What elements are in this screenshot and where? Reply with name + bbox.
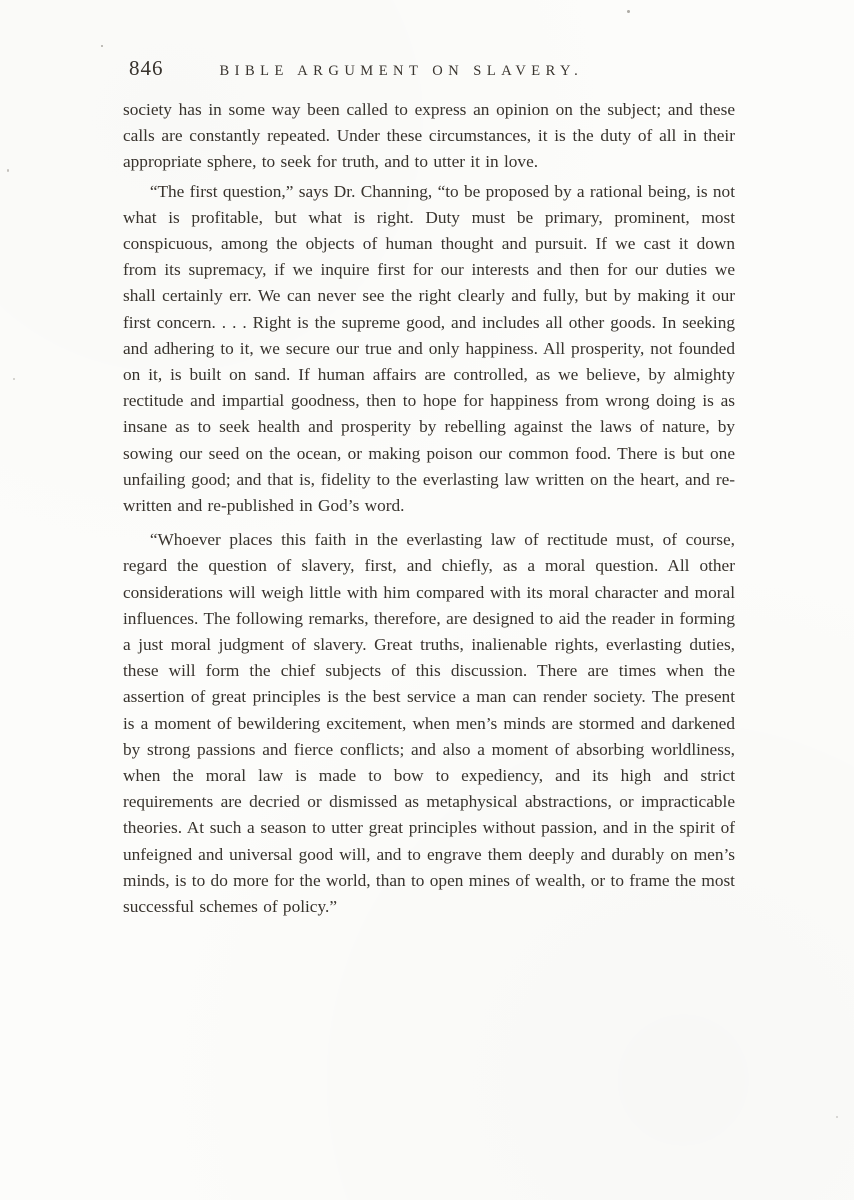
scan-speck <box>13 378 15 380</box>
scan-speck <box>7 169 9 172</box>
running-header: BIBLE ARGUMENT ON SLAVERY. <box>219 63 584 79</box>
paragraph-channing-quote-2: “Whoever places this faith in the everlasting law of rectitude must, of course, regard the question of slavery, first, and chiefly, as a moral question. All other considerations will weigh little with him compared with its moral character and moral influences. The following remarks, therefore, are designed to aid the reader in forming a just moral judgment of slavery. Great truths, inalienable rights, everlasting duties, these will form the chief subjects of this discussion. There are times when the assertion of great principles is the best service a man can render society. The present is a moment of bewildering excitement, when men’s minds are stormed and darkened by strong passions and fierce conflicts; and also a moment of absorbing worldliness, when the moral law is made to bow to expediency, and its high and strict requirements are decried or dismissed as metaphysical abstractions, or impracticable theories. At such a season to utter great principles without passion, and in the spirit of unfeigned and universal good will, and to engrave them deeply and durably on men’s minds, is to do more for the world, than to open mines of wealth, or to frame the most successful schemes of policy.” <box>123 530 735 917</box>
paragraph-continuation: society has in some way been called to express an opinion on the subject; and these calls are constantly repeated. Under these circumstances, it is the duty of all in their appropriate sphere, to seek for truth, and to utter it in love. <box>123 100 735 172</box>
scan-speck <box>836 1116 838 1118</box>
page-body <box>123 97 735 920</box>
page-number: 846 <box>129 56 164 80</box>
page-header <box>129 56 732 81</box>
scan-speck <box>627 10 630 13</box>
scan-speck <box>101 45 103 47</box>
paragraph-channing-quote-1: “The first question,” says Dr. Channing, “to be proposed by a rational being, is not what is profitable, but what is right. Duty must be primary, prominent, most conspicuous, among the objects of human thought and pursuit. If we cast it down from its supremacy, if we inquire first for our interests and then for our duties we shall certainly err. We can never see the right clearly and fully, but by making it our first concern. . . . Right is the supreme good, and includes all other goods. In seeking and adhering to it, we secure our true and only happiness. All prosperity, not founded on it, is built on sand. If human affairs are controlled, as we believe, by almighty rectitude and impartial goodness, then to hope for happiness from wrong doing is as insane as to seek health and prosperity by rebelling against the laws of nature, by sowing our seed on the ocean, or making poison our common food. There is but one unfailing good; and that is, fidelity to the everlasting law written on the heart, and re-written and re-published in God’s word. <box>123 181 735 516</box>
